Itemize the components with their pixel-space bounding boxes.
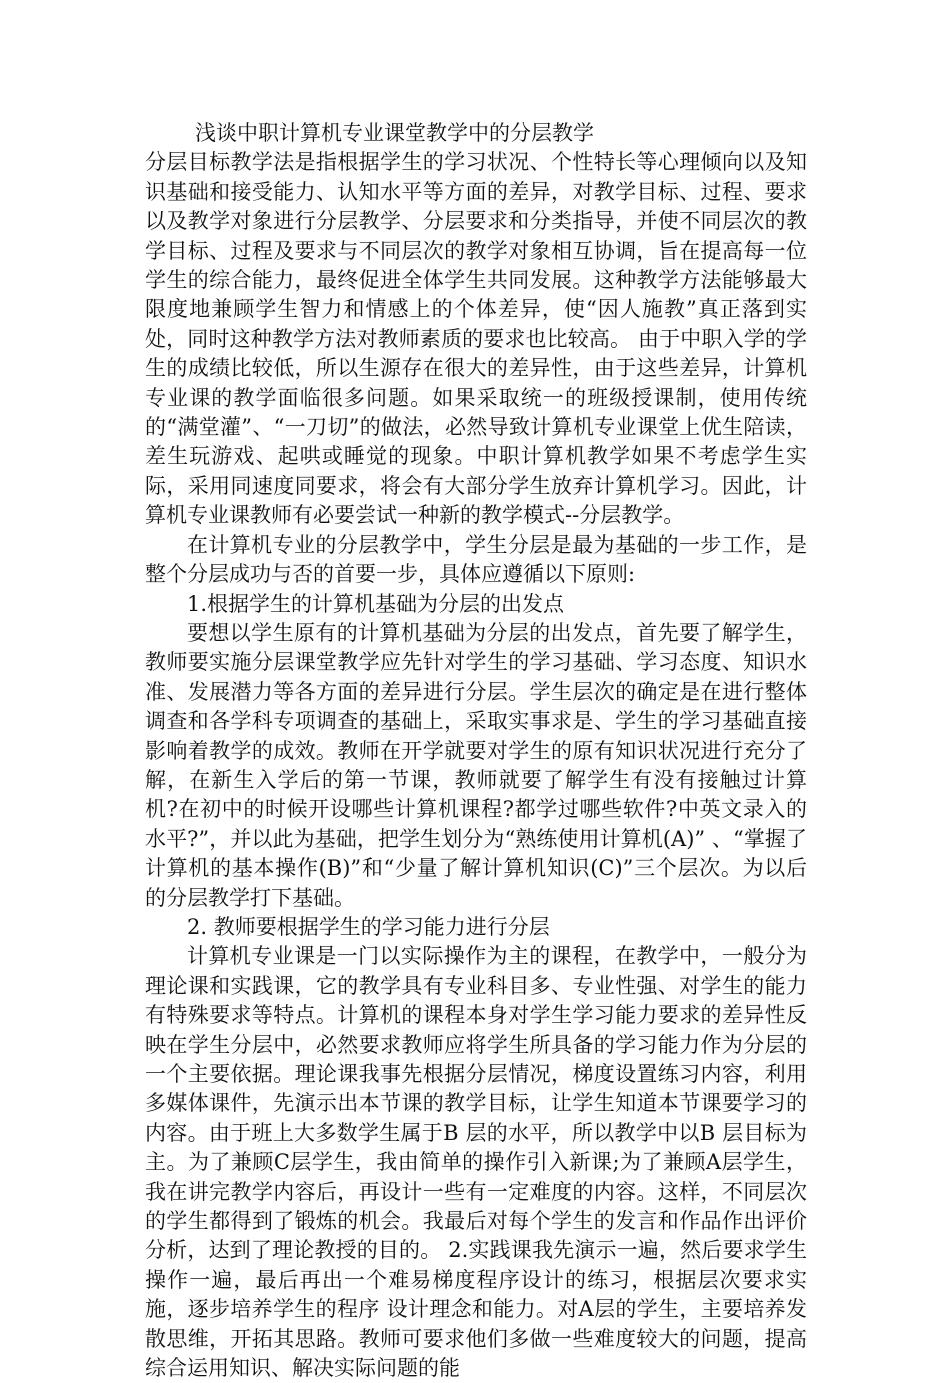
section-heading-1: 1.根据学生的计算机基础为分层的出发点: [187, 591, 565, 616]
document-title: 浅谈中职计算机专业课堂教学中的分层教学: [195, 121, 594, 145]
paragraph-section-1: 要想以学生原有的计算机基础为分层的出发点，首先要了解学生，教师要实施分层课堂教学应先针对学生的学习基础、学习态度、知识水准、发展潜力等各方面的差异进行分层。学生层次的确定是在进行整体调查和各学科专项调查的基础上，采取实事求是、学生的学习基础直接影响着教学的成效。教师在开学就要对学生的原有知识状况进行充分了解，在新生入学后的第一节课，教师就要了解学生有没有接触过计算机?在初中的时候开设哪些计算机课程?都学过哪些软件?中英文录入的水平?”，并以此为基础，把学生划分为“熟练使用计算机(A)” 、“掌握了计算机的基本操作(B)”和“少量了解计算机知识(C)”三个层次。为以后的分层教学打下基础。: [145, 620, 807, 910]
section-heading-2: 2. 教师要根据学生的学习能力进行分层: [187, 914, 550, 939]
paragraph-principles: 在计算机专业的分层教学中，学生分层是最为基础的一步工作，是整个分层成功与否的首要一步，具体应遵循以下原则:: [145, 532, 807, 587]
paragraph-section-2: 计算机专业课是一门以实际操作为主的课程，在教学中，一般分为理论课和实践课，它的教学具有专业科目多、专业性强、对学生的能力有特殊要求等特点。计算机的课程本身对学生学习能力要求的差异性反映在学生分层中，必然要求教师应将学生所具备的学习能力作为分层的一个主要依据。理论课我事先根据分层情况，梯度设置练习内容，利用多媒体课件，先演示出本节课的教学目标，让学生知道本节课要学习的内容。由于班上大多数学生属于B 层的水平，所以教学中以B 层目标为主。为了兼顾C层学生，我由简单的操作引入新课;为了兼顾A层学生，我在讲完教学内容后，再设计一些有一定难度的内容。这样，不同层次的学生都得到了锻炼的机会。我最后对每个学生的发言和作品作出评价分析，达到了理论教授的目的。 2.实践课我先演示一遍，然后要求学生操作一遍，最后再出一个难易梯度程序设计的练习，根据层次要求实施，逐步培养学生的程序 设计理念和能力。对A层的学生，主要培养发散思维，开拓其思路。教师可要求他们多做一些难度较大的问题，提高综合运用知识、解决实际问题的能: [145, 944, 807, 1381]
paragraph-intro: 分层目标教学法是指根据学生的学习状况、个性特长等心理倾向以及知识基础和接受能力、认知水平等方面的差异，对教学目标、过程、要求以及教学对象进行分层教学、分层要求和分类指导，并使不同层次的教学目标、过程及要求与不同层次的教学对象相互协调，旨在提高每一位学生的综合能力，最终促进全体学生共同发展。这种教学方法能够最大限度地兼顾学生智力和情感上的个体差异，使“因人施教”真正落到实处，同时这种教学方法对教师素质的要求也比较高。 由于中职入学的学生的成绩比较低，所以生源存在很大的差异性，由于这些差异，计算机专业课的教学面临很多问题。如果采取统一的班级授课制，使用传统的“满堂灌”、“一刀切”的做法，必然导致计算机专业课堂上优生陪读，差生玩游戏、起哄或睡觉的现象。中职计算机教学如果不考虑学生实际，采用同速度同要求，将会有大部分学生放弃计算机学习。因此，计算机专业课教师有必要尝试一种新的教学模式--分层教学。: [145, 150, 807, 528]
document-body: [145, 119, 807, 1383]
